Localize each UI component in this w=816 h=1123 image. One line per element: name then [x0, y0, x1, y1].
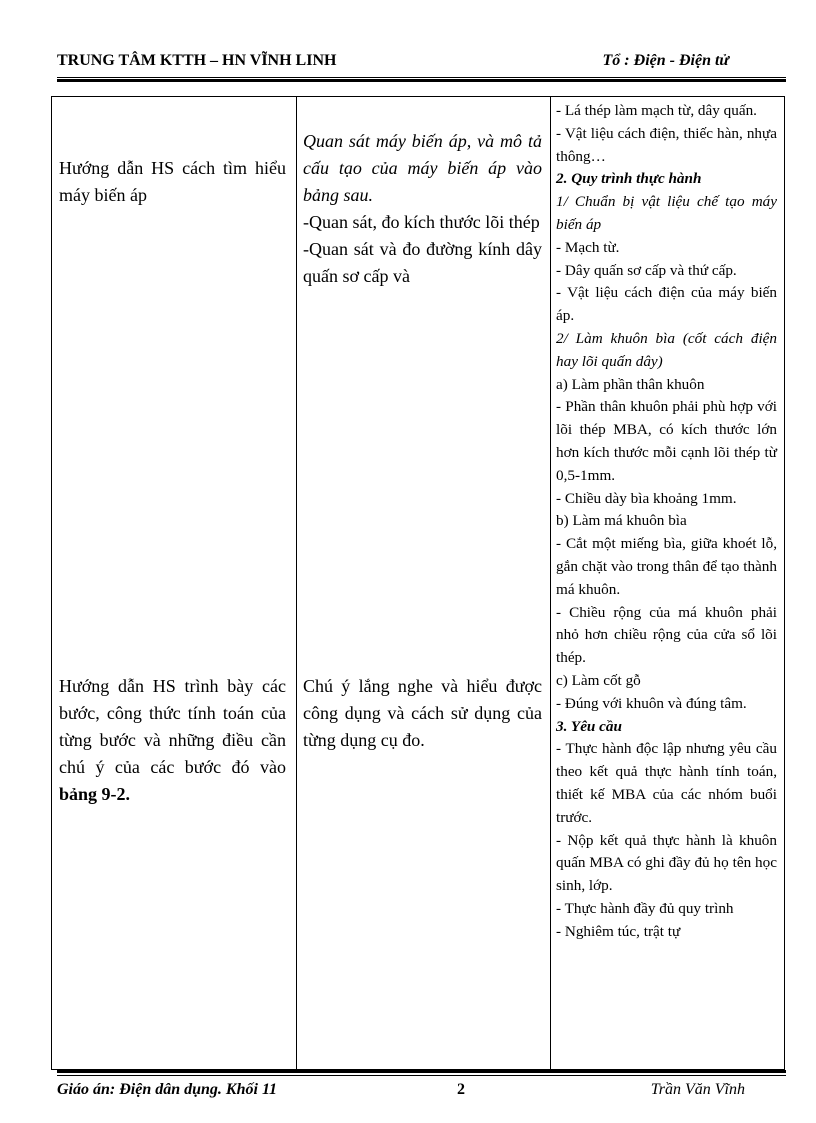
- content-line: b) Làm má khuôn bìa: [556, 512, 687, 530]
- content-line: - Chiều rộng của má khuôn phải nhỏ hơn chiều rộng của cửa sổ lõi thép.: [556, 603, 777, 667]
- content-line: - Thực hành độc lập nhưng yêu cầu theo kết quả thực hành tính toán, thiết kế MBA của các nhóm buổi trước.: [556, 740, 777, 826]
- content-line: - Thực hành đầy đủ quy trình: [556, 899, 734, 917]
- content-line: 2. Quy trình thực hành: [556, 170, 702, 188]
- student-activity-2: [303, 673, 542, 754]
- footer-rule-thick: [57, 1070, 786, 1073]
- content-lines: [556, 100, 777, 943]
- student-activity-1: [303, 128, 542, 290]
- content-line: 3. Yêu cầu: [556, 717, 622, 735]
- content-line: - Mạch từ.: [556, 238, 620, 256]
- header-rule-thin: [57, 77, 786, 78]
- teacher-activity-column: [52, 97, 297, 1069]
- footer-course: Giáo án: Điện dân dụng. Khối 11: [57, 1081, 278, 1098]
- content-column: [551, 97, 784, 1069]
- teacher-activity-1: [59, 155, 286, 209]
- student-activity-column: [297, 97, 551, 1069]
- content-line: - Dây quấn sơ cấp và thứ cấp.: [556, 261, 737, 279]
- content-line: - Vật liệu cách điện của máy biến áp.: [556, 284, 777, 325]
- teacher-activity-1-text: Hướng dẫn HS cách tìm hiểu máy biến áp: [59, 158, 286, 205]
- content-line: - Đúng với khuôn và đúng tâm.: [556, 694, 747, 712]
- content-line: - Nghiêm túc, trật tự: [556, 922, 681, 940]
- student-item-2: -Quan sát và đo đường kính dây quấn sơ cấp và: [303, 239, 542, 286]
- content-line: c) Làm cốt gỗ: [556, 671, 641, 689]
- content-line: - Phần thân khuôn phải phù hợp với lõi thép MBA, có kích thước lớn hơn kích thước mỗi cạnh lõi thép từ 0,5-1mm.: [556, 398, 777, 484]
- teacher-activity-2: [59, 673, 286, 808]
- student-activity-2-text: Chú ý lắng nghe và hiểu được công dụng và cách sử dụng của từng dụng cụ đo.: [303, 676, 542, 750]
- footer-author: Trần Văn Vĩnh: [650, 1081, 745, 1098]
- page-number: 2: [457, 1081, 465, 1098]
- content-line: - Nộp kết quả thực hành là khuôn quấn MBA có ghi đầy đủ họ tên học sinh, lớp.: [556, 831, 777, 895]
- table-reference: bảng 9-2.: [59, 784, 131, 804]
- content-line: - Chiều dày bìa khoảng 1mm.: [556, 489, 737, 507]
- content-line: - Cắt một miếng bìa, giữa khoét lỗ, gắn chặt vào trong thân để tạo thành má khuôn.: [556, 535, 777, 598]
- header-rule-thick: [57, 79, 786, 82]
- content-line: - Vật liệu cách điện, thiếc hàn, nhựa thông…: [556, 124, 777, 165]
- header-department: Tổ : Điện - Điện tử: [602, 52, 729, 69]
- lesson-table: [51, 96, 785, 1070]
- teacher-activity-2-text: [59, 673, 286, 808]
- footer-rule-thin: [57, 1075, 786, 1076]
- content-line: a) Làm phần thân khuôn: [556, 375, 705, 393]
- student-intro: Quan sát máy biến áp, và mô tả cấu tạo của máy biến áp vào bảng sau.: [303, 131, 542, 205]
- content-line: - Lá thép làm mạch từ, dây quấn.: [556, 102, 757, 119]
- header-center-name: TRUNG TÂM KTTH – HN VĨNH LINH: [57, 52, 337, 69]
- content-line: 1/ Chuẩn bị vật liệu chế tạo máy biến áp: [556, 193, 777, 233]
- student-item-1: -Quan sát, đo kích thước lõi thép: [303, 212, 540, 232]
- teacher-activity-2-plain: Hướng dẫn HS trình bày các bước, công thức tính toán của từng bước và những điều cần chú ý của các bước đó vào: [59, 676, 286, 777]
- content-line: 2/ Làm khuôn bìa (cốt cách điện hay lõi quấn dây): [556, 329, 777, 370]
- page-header: [57, 52, 759, 78]
